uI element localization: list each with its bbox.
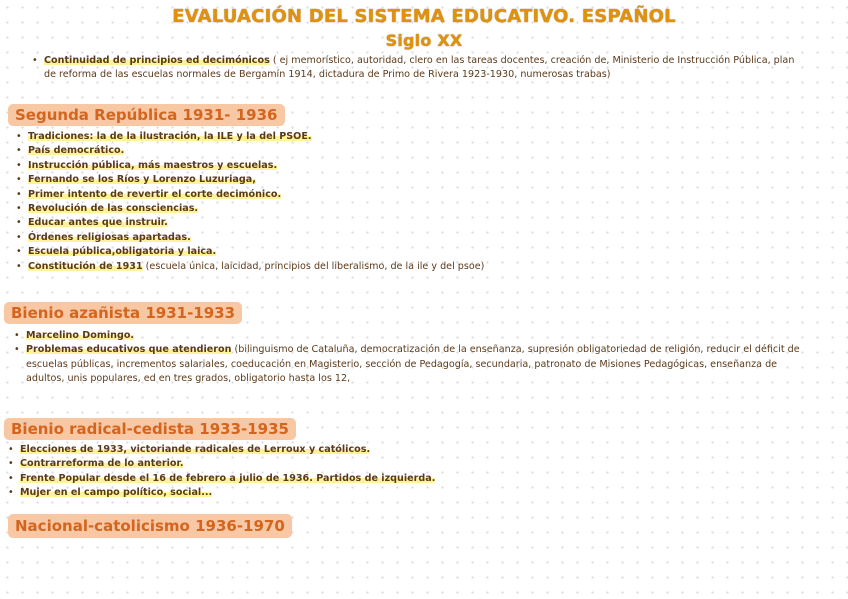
segunda-republica-list [14,130,814,274]
item-text: Marcelino Domingo. [26,330,135,341]
highlighted-text: Constitución de 1931 [28,260,143,272]
item-text: Primer intento de revertir el corte decimónico. [28,188,282,200]
list-item [14,202,814,216]
list-item [30,54,800,83]
list-item [6,443,806,457]
list-item [6,472,806,486]
item-text: (bilinguismo de Cataluña, democratización de la enseñanza, supresión obligatoriedad de religión, reducir el déficit de escuelas públicas, incrementos salariales, coeducación en Magisterio, sección de Pedagogía, secundaria, patronato de Misiones Pedagógicas, enseñanza de adultos, unis populares, ed en tres grados, obligatorio hasta los 12, [26,344,800,385]
item-text: Tradiciones: la de la ilustración, la ILE y la del PSOE. [28,131,312,142]
list-item [14,159,814,173]
section-heading-bienio-azanista: Bienio azañista 1931-1933 [4,302,242,324]
list-item [14,260,814,274]
highlighted-text: Problemas educativos que atendieron [26,344,232,356]
section-heading-segunda-republica: Segunda República 1931- 1936 [8,104,285,126]
page-subtitle: Siglo XX [385,31,463,50]
intro-list [30,54,800,83]
item-text: Mujer en el campo político, social... [20,487,213,499]
item-text: (escuela única, laicidad, principios del liberalismo, de la ile y del psoe) [142,260,485,272]
item-text: Escuela pública,obligatoria y laica. [28,246,217,258]
list-item [6,457,806,471]
item-text: Revolución de las consciencias. [28,203,199,215]
item-text: Órdenes religiosas apartadas. [28,231,191,243]
item-text: ( ej memorístico, autoridad, clero en las tareas docentes, creación de, Ministerio de Instrucción Pública, plan de reforma de las escuelas normales de Bergamín 1914, dictadura de Primo de Rivera 1923-1930, numerosas trabas) [44,55,795,81]
item-text: Contrarreforma de lo anterior. [20,458,184,470]
section-heading-bienio-radical-cedista: Bienio radical-cedista 1933-1935 [4,418,296,440]
item-text: Educar antes que instruir. [28,217,168,229]
list-item [14,188,814,202]
page-title: EVALUACIÓN DEL SISTEMA EDUCATIVO. ESPAÑOL [172,6,676,27]
item-text: Elecciones de 1933, victoriande radicales de Lerroux y católicos. [20,444,371,455]
list-item [12,329,812,343]
list-item [14,144,814,158]
list-item [12,343,812,386]
list-item [14,216,814,230]
item-text: Fernando se los Ríos y Lorenzo Luzuriaga, [28,174,256,186]
list-item [6,486,806,500]
list-item [14,245,814,259]
item-text: Instrucción pública, más maestros y escuelas. [28,159,278,171]
highlighted-text: Continuidad de principios ed decimónicos [44,55,270,66]
section-heading-nacional-catolicismo: Nacional-catolicismo 1936-1970 [8,514,292,538]
list-item [14,231,814,245]
list-item [14,173,814,187]
bienio-azanista-list [12,329,812,387]
bienio-radical-list [6,443,806,501]
item-text: Frente Popular desde el 16 de febrero a julio de 1936. Partidos de izquierda. [20,472,436,484]
item-text: País democrático. [28,145,125,157]
list-item [14,130,814,144]
